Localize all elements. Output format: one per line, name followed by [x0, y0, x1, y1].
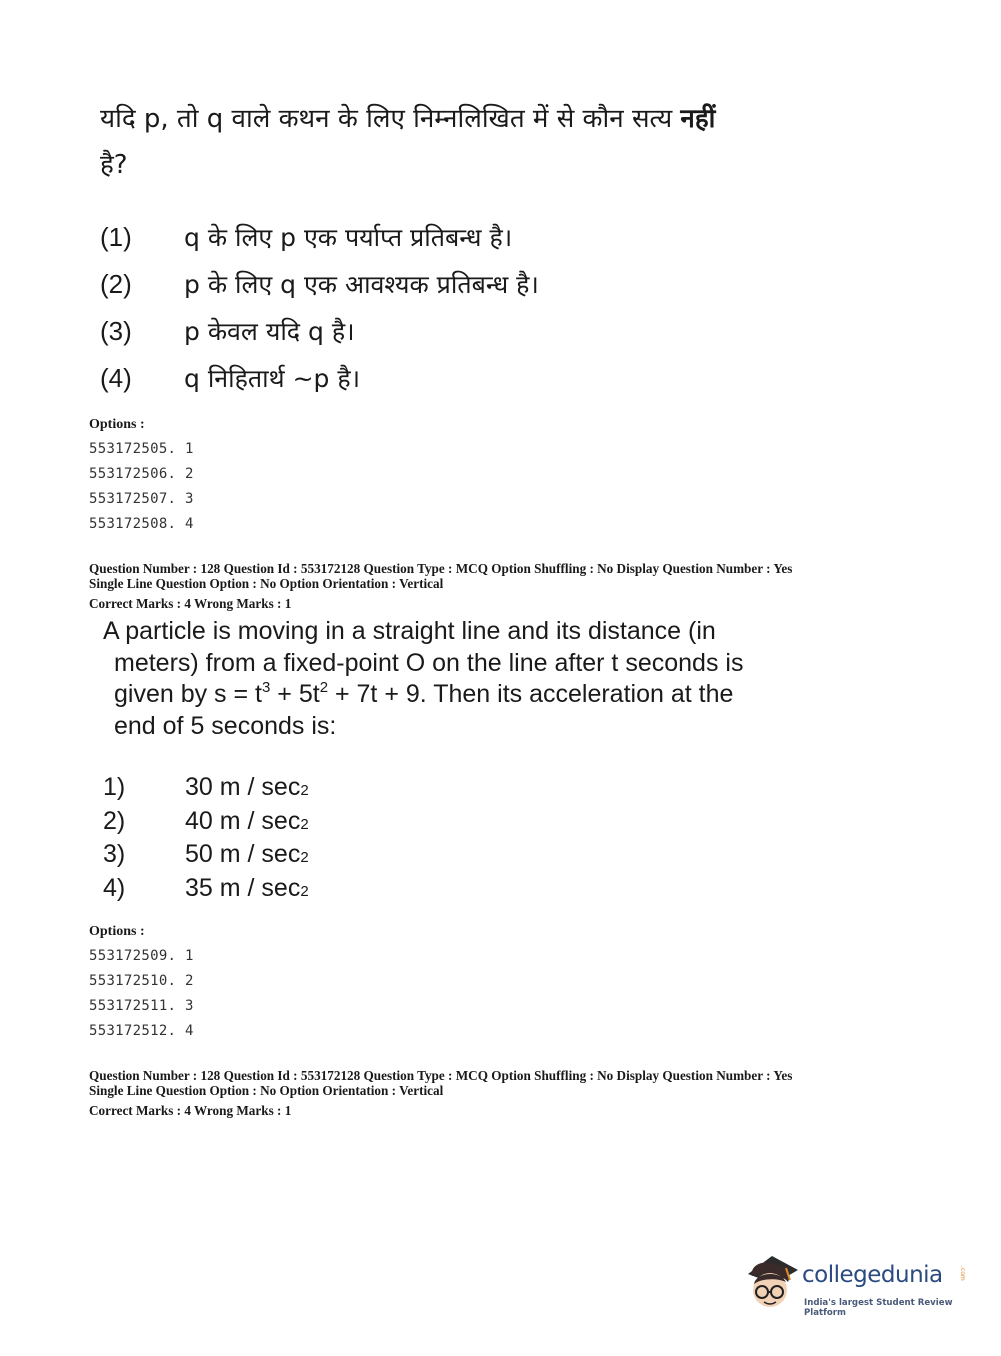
student-mascot-icon [742, 1250, 802, 1320]
brand-name: collegedunia [802, 1262, 943, 1288]
question-line: meters) from a fixed-point O on the line after t seconds is [114, 648, 744, 677]
question-line: end of 5 seconds is: [114, 711, 337, 740]
option-row [100, 361, 539, 408]
option-text: p केवल यदि q है। [184, 317, 355, 346]
question-128-options [103, 773, 309, 907]
question-line: given by $s = t^3 + 5t^2 + 7t + 9$. Then its acceleration at the [114, 679, 734, 708]
option-code: 553172509. 1 [89, 948, 194, 964]
option-text: 30 m / sec [185, 773, 301, 801]
option-row: 3) 50 m / sec 2 [103, 840, 309, 868]
options-label: Options : [89, 924, 145, 939]
option-code: 553172512. 4 [89, 1023, 194, 1039]
meta-line-2: Single Line Question Option : No Option Orientation : Vertical [89, 576, 444, 591]
question-128-text [103, 616, 823, 742]
option-number: 1) [103, 773, 126, 801]
marks-line: Correct Marks : 4 Wrong Marks : 1 [89, 1103, 292, 1118]
next-question-meta [89, 1068, 949, 1118]
collegedunia-logo [742, 1250, 972, 1320]
question-128-option-codes [89, 923, 194, 1045]
option-number: (4) [100, 363, 132, 393]
brand-tagline: India's largest Student Review Platform [804, 1298, 953, 1318]
meta-line-1: Question Number : 128 Question Id : 553172128 Question Type : MCQ Option Shuffling : No Display Question Number : Yes [89, 561, 793, 576]
question-127-text [100, 96, 820, 188]
question-127-option-codes [89, 416, 194, 538]
option-number: 2) [103, 806, 126, 835]
option-code: 553172511. 3 [89, 998, 194, 1014]
option-code: 553172505. 1 [89, 441, 194, 457]
option-text: q निहितार्थ ~p है। [184, 364, 361, 393]
meta-line-2: Single Line Question Option : No Option Orientation : Vertical [89, 1083, 444, 1098]
option-row: 2) 40 m / sec 2 [103, 806, 309, 835]
question-127-text-emphasis: नहीं [680, 104, 716, 134]
option-text: 50 m / sec [185, 840, 301, 868]
option-number: (3) [100, 316, 132, 346]
option-number: 4) [103, 873, 126, 902]
option-row [100, 220, 539, 267]
option-code: 553172510. 2 [89, 973, 194, 989]
option-row [100, 267, 539, 314]
meta-line-1: Question Number : 128 Question Id : 553172128 Question Type : MCQ Option Shuffling : No Display Question Number : Yes [89, 1068, 793, 1083]
option-row: 4) 35 m / sec 2 [103, 873, 309, 902]
option-text: q के लिए p एक पर्याप्त प्रतिबन्ध है। [184, 223, 513, 252]
option-code: 553172506. 2 [89, 466, 194, 482]
question-127-options [100, 220, 539, 408]
option-number: (2) [100, 269, 132, 299]
options-label: Options : [89, 417, 145, 432]
brand-domain: .com [959, 1266, 966, 1281]
option-code: 553172508. 4 [89, 516, 194, 532]
option-text: 40 m / sec [185, 806, 301, 835]
marks-line: Correct Marks : 4 Wrong Marks : 1 [89, 596, 292, 611]
option-text: p के लिए q एक आवश्यक प्रतिबन्ध है। [184, 270, 539, 299]
question-127-text-pre: यदि p, तो q वाले कथन के लिए निम्नलिखित में से कौन सत्य [100, 104, 681, 134]
option-number: (1) [100, 222, 132, 252]
option-text: 35 m / sec [185, 873, 301, 902]
option-row: 1) 30 m / sec 2 [103, 773, 309, 801]
question-128-meta [89, 561, 949, 611]
option-number: 3) [103, 840, 126, 868]
question-127-text-post: है? [100, 150, 128, 180]
question-line: A particle is moving in a straight line and its distance (in [103, 617, 716, 645]
option-code: 553172507. 3 [89, 491, 194, 507]
option-row [100, 314, 539, 361]
